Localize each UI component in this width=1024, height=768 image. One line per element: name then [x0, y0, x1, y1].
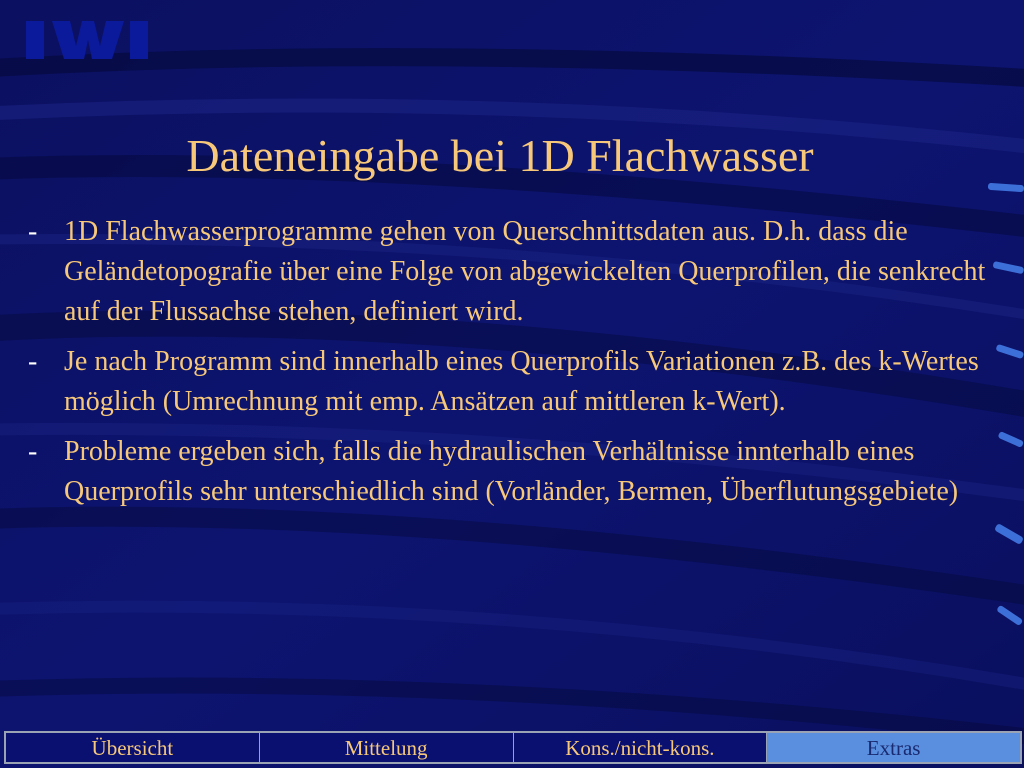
nav-button-mittelung[interactable]: Mittelung [260, 733, 514, 762]
bullet-dash: - [28, 346, 38, 377]
bullet-item [28, 432, 988, 512]
bullet-list [28, 212, 988, 522]
bullet-item [28, 212, 988, 332]
bullet-text: Probleme ergeben sich, falls die hydraulischen Verhältnisse innterhalb eines Querprofils sehr unterschiedlich sind (Vorländer, Bermen, Überflutungsgebiete) [64, 436, 959, 507]
bullet-text: Je nach Programm sind innerhalb eines Querprofils Variationen z.B. des k-Wertes möglich (Umrechnung mit emp. Ansätzen auf mittleren k-Wert). [64, 346, 979, 417]
nav-button-kons-nicht-kons[interactable]: Kons./nicht-kons. [514, 733, 768, 762]
bottom-navigation-bar [4, 731, 1022, 764]
bullet-item [28, 342, 988, 422]
bullet-dash: - [28, 216, 38, 247]
slide-title: Dateneingabe bei 1D Flachwasser [186, 130, 814, 181]
bullet-text: 1D Flachwasserprogramme gehen von Querschnittsdaten aus. D.h. dass die Geländetopografie über eine Folge von abgewickelten Querprofilen, die senkrecht auf der Flussachse stehen, definiert wird. [64, 216, 986, 327]
iwi-logo [26, 18, 150, 62]
bullet-dash: - [28, 436, 38, 467]
nav-button-uebersicht[interactable]: Übersicht [6, 733, 260, 762]
nav-button-extras[interactable]: Extras [767, 733, 1020, 762]
